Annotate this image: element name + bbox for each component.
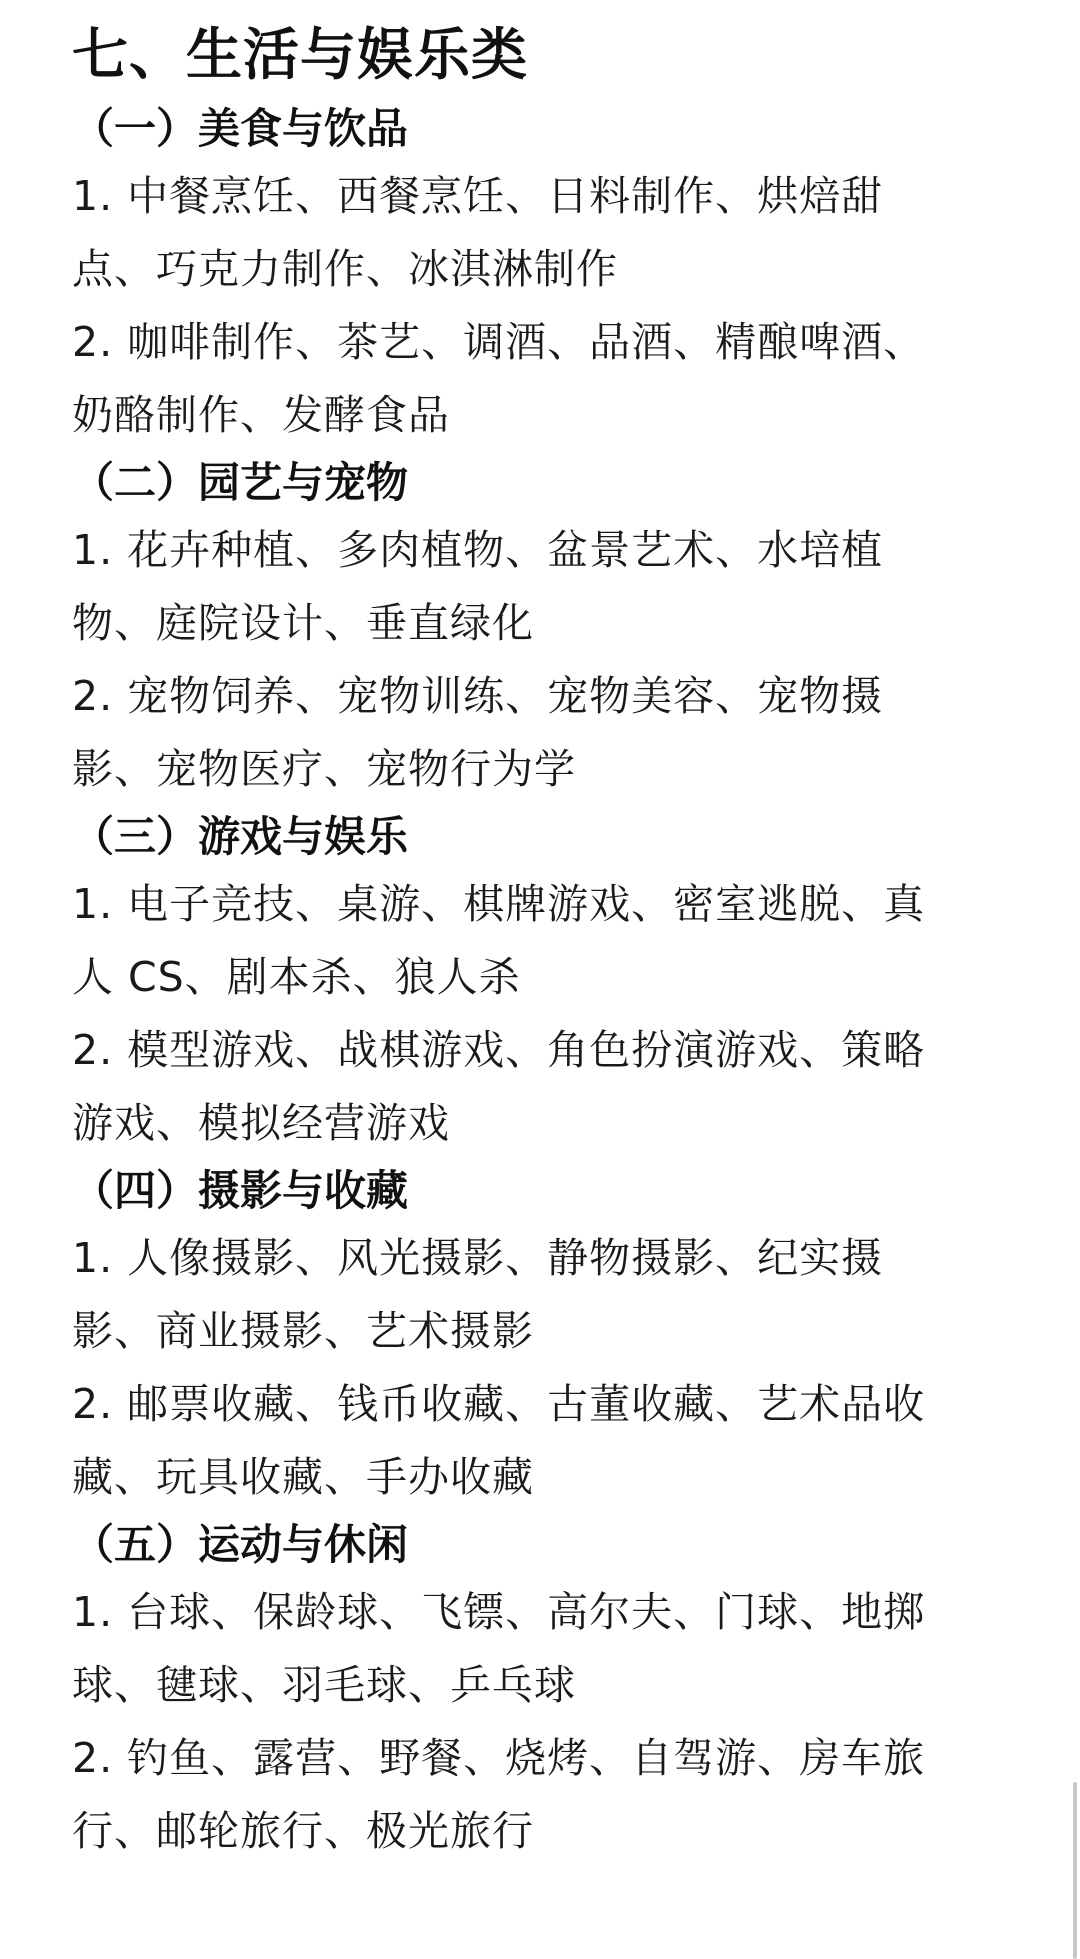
section-games-entertainment	[72, 806, 1012, 1160]
list-item-line: 游戏、模拟经营游戏	[72, 1099, 450, 1147]
list-item-line: 人 CS、剧本杀、狼人杀	[72, 953, 521, 1001]
list-item-line: 球、毽球、羽毛球、乒乓球	[72, 1661, 576, 1709]
list-item	[72, 1222, 1012, 1368]
list-item	[72, 1014, 1012, 1160]
list-item-line: 藏、玩具收藏、手办收藏	[72, 1453, 534, 1501]
list-item-line: 点、巧克力制作、冰淇淋制作	[72, 245, 618, 293]
list-item	[72, 306, 1012, 452]
list-item	[72, 868, 1012, 1014]
section-heading: （四）摄影与收藏	[72, 1166, 409, 1215]
list-item-line: 2. 邮票收藏、钱币收藏、古董收藏、艺术品收	[72, 1380, 926, 1428]
list-item	[72, 1368, 1012, 1514]
section-photography-collecting	[72, 1160, 1012, 1514]
list-item-line: 影、宠物医疗、宠物行为学	[72, 745, 576, 793]
list-item-line: 影、商业摄影、艺术摄影	[72, 1307, 534, 1355]
list-item-line: 奶酪制作、发酵食品	[72, 391, 450, 439]
section-sports-leisure	[72, 1514, 1012, 1868]
list-item	[72, 660, 1012, 806]
document-content	[72, 22, 1012, 1868]
list-item	[72, 514, 1012, 660]
section-heading: （二）园艺与宠物	[72, 458, 409, 507]
list-item-line: 1. 人像摄影、风光摄影、静物摄影、纪实摄	[72, 1234, 884, 1282]
list-item	[72, 1576, 1012, 1722]
list-item-line: 1. 花卉种植、多肉植物、盆景艺术、水培植	[72, 526, 884, 574]
page-title: 七、生活与娱乐类	[72, 23, 528, 88]
list-item-line: 1. 台球、保龄球、飞镖、高尔夫、门球、地掷	[72, 1588, 926, 1636]
list-item-line: 2. 宠物饲养、宠物训练、宠物美容、宠物摄	[72, 672, 884, 720]
list-item-line: 1. 电子竞技、桌游、棋牌游戏、密室逃脱、真	[72, 880, 926, 928]
list-item	[72, 160, 1012, 306]
section-food-drink	[72, 98, 1012, 452]
section-heading: （一）美食与饮品	[72, 104, 409, 153]
list-item-line: 2. 模型游戏、战棋游戏、角色扮演游戏、策略	[72, 1026, 926, 1074]
list-item-line: 行、邮轮旅行、极光旅行	[72, 1807, 534, 1855]
section-gardening-pets	[72, 452, 1012, 806]
scrollbar-thumb[interactable]	[1073, 1782, 1077, 1959]
list-item-line: 物、庭院设计、垂直绿化	[72, 599, 534, 647]
section-heading: （五）运动与休闲	[72, 1520, 409, 1569]
list-item-line: 2. 咖啡制作、茶艺、调酒、品酒、精酿啤酒、	[72, 318, 926, 366]
list-item-line: 2. 钓鱼、露营、野餐、烧烤、自驾游、房车旅	[72, 1734, 926, 1782]
section-heading: （三）游戏与娱乐	[72, 812, 409, 861]
list-item	[72, 1722, 1012, 1868]
list-item-line: 1. 中餐烹饪、西餐烹饪、日料制作、烘焙甜	[72, 172, 884, 220]
